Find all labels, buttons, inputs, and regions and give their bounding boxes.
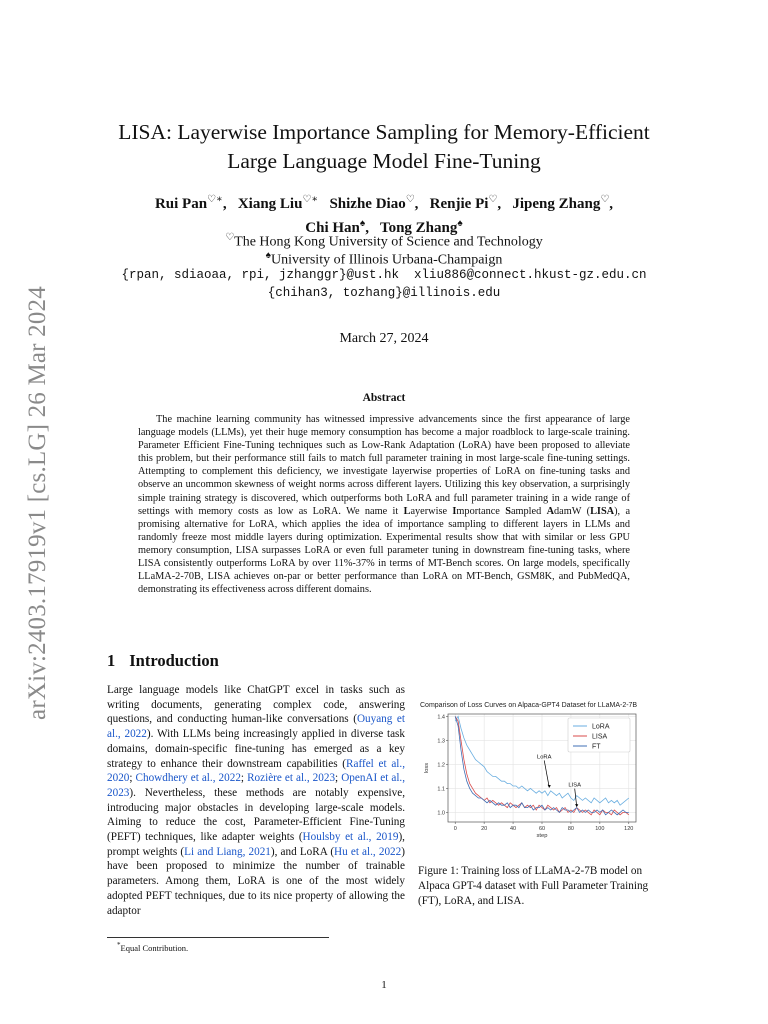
footnote-text: Equal Contribution. <box>120 942 189 953</box>
paper-date: March 27, 2024 <box>339 331 429 346</box>
x-tick-label: 20 <box>481 826 488 832</box>
citation-link[interactable]: Raffel et al., 2020 <box>107 757 405 785</box>
annotation-label: LoRA <box>536 754 552 761</box>
author-name: Shizhe Diao <box>329 196 406 212</box>
figure-caption: Figure 1: Training loss of LLaMA-2-7B model on Alpaca GPT-4 dataset with Full Parameter Training (FT), LoRA, and LISA. <box>418 865 649 907</box>
intro-text: ), and LoRA ( <box>270 845 335 858</box>
intro-text: ; <box>335 772 342 785</box>
abstract-body <box>138 413 630 596</box>
author-mark: ♡∗ <box>302 194 319 205</box>
author-name: Jipeng Zhang <box>512 196 601 212</box>
intro-paragraph <box>107 683 405 918</box>
x-tick-label: 100 <box>595 826 605 832</box>
annotation-arrow <box>575 789 577 807</box>
page-number: 1 <box>381 979 387 991</box>
x-tick-label: 120 <box>624 826 634 832</box>
intro-text: ; <box>129 772 136 785</box>
x-tick-label: 40 <box>510 826 517 832</box>
y-tick-label: 1.1 <box>437 786 445 793</box>
author-name: Rui Pan <box>154 196 208 212</box>
author-line-2: Chi Han♠, Tong Zhang♠ <box>305 218 463 236</box>
abstract-text: ), a promising alternative for LoRA, which applies the idea of importance sampling to different layers in LLMs and randomly freeze most middle layers during optimization. Experimental results show that with similar or less GPU memory consumption, LISA surpasses LoRA or even full parameter tuning in downstream fine-tuning tasks, where LISA consistently outperforms LoRA by over 11%-37% in terms of MT-Bench scores. On large models, specifically LLaMA-2-70B, LISA achieves on-par or better performance than LoRA on MT-Bench, GSM8K, and PubMedQA, demonstrating its effectiveness across different domains. <box>138 505 631 596</box>
abstract-method-name: LISA <box>590 505 615 517</box>
paper-title <box>0 118 768 176</box>
abstract-text: ayerwise <box>410 505 453 517</box>
legend-label-lora: LoRA <box>592 723 610 731</box>
email-group-ust[interactable]: {rpan, sdiaoaa, rpi, jzhanggr}@ust.hk <box>121 268 399 282</box>
author-mark: ♠ <box>359 218 366 229</box>
x-tick-label: 80 <box>567 826 574 832</box>
legend-label-lisa: LISA <box>592 733 608 741</box>
abstract-text: The machine learning community has witnessed impressive advancements since the first appearance of large language models (LLMs), yet their huge memory consumption has become a major roadblock to large-scale training. Parameter Efficient Fine-Tuning techniques such as Low-Rank Adaptation (LoRA) have been proposed to alleviate this problem, but their performance still fails to match full parameter training in most large-scale fine-tuning settings. Attempting to complement this deficiency, we investigate layerwise properties of LoRA on fine-tuning tasks and observe an uncommon skewness of weight norms across different layers. Utilizing this key observation, a surprisingly simple training strategy is discovered, which outperforms both LoRA and full parameter training in a wide range of settings with memory costs as low as LoRA. We name it <box>138 414 630 517</box>
author-mark: ♠ <box>457 218 463 229</box>
citation-link[interactable]: Hu et al., 2022 <box>334 845 402 858</box>
footnote-rule <box>107 937 329 938</box>
affiliation-name: University of Illinois Urbana-Champaign <box>270 252 503 268</box>
email-group-illinois[interactable]: {chihan3, tozhang}@illinois.edu <box>267 286 501 300</box>
citation-link[interactable]: Ouyang et al., 2022 <box>107 713 405 741</box>
intro-text: ). Nevertheless, these methods are notably expensive, introducing major obstacles in developing large-scale models. Aiming to reduce the cost, Parameter-Efficient Fine-Tuning (PEFT) techniques, like adapter weights ( <box>107 786 405 844</box>
citation-link[interactable]: Houlsby et al., 2019 <box>302 831 399 844</box>
intro-text: ), prompt weights ( <box>107 831 405 858</box>
affiliation-name: The Hong Kong University of Science and Technology <box>234 234 543 250</box>
intro-text: ). With LLMs being increasingly applied in diverse task domains, domain-specific fine-tuning has emerged as a key strategy to enhance their downstream capabilities ( <box>107 728 406 770</box>
abstract-bold-letter: L <box>403 505 411 517</box>
abstract-text: ampled <box>510 505 547 517</box>
abstract-text: mportance <box>456 505 506 517</box>
author-mark: ♡ <box>600 194 610 205</box>
email-hkust-gz[interactable]: xliu886@connect.hkust-gz.edu.cn <box>414 268 647 282</box>
chart-title: Comparison of Loss Curves on Alpaca-GPT4 Dataset for LLaMA-2-7B <box>420 702 638 709</box>
section-title: Introduction <box>129 651 219 670</box>
x-tick-label: 0 <box>453 826 457 832</box>
y-axis-label: loss <box>424 762 430 774</box>
affiliation-mark: ♠ <box>265 250 271 261</box>
footnote-mark: * <box>117 941 121 949</box>
citation-link[interactable]: Li and Liang, 2021 <box>184 845 271 858</box>
loss-chart <box>418 698 664 850</box>
citation-link[interactable]: Chowdhery et al., 2022 <box>135 772 241 785</box>
intro-text: ) have been proposed to minimize the number of trainable parameters. Among them, LoRA is one of the most widely adopted PEFT techniques, due to its nice property of allowing the adaptor <box>107 845 405 917</box>
annotation-arrowhead <box>575 804 578 807</box>
abstract-bold-letter: S <box>505 505 511 517</box>
author-name: Renjie Pi <box>429 196 489 212</box>
x-axis-label: step <box>536 833 548 839</box>
author-line-1: Rui Pan♡∗, Xiang Liu♡∗ Shizhe Diao♡, Renjie Pi♡, Jipeng Zhang♡, <box>154 194 614 212</box>
x-tick-label: 60 <box>538 826 546 832</box>
author-mark: ♡∗ <box>207 194 223 205</box>
email-line-1 <box>100 266 668 284</box>
abstract-heading: Abstract <box>362 392 406 404</box>
author-mark: ♡ <box>488 194 498 205</box>
legend-label-ft: FT <box>592 743 601 751</box>
citation-link[interactable]: Rozière et al., 2023 <box>247 772 336 785</box>
citation-link[interactable]: OpenAI et al., 2023 <box>107 772 406 799</box>
author-name: Chi Han <box>305 220 360 236</box>
annotation-arrowhead <box>548 785 551 788</box>
y-tick-label: 1.3 <box>437 738 445 745</box>
annotation-label: LISA <box>568 782 581 789</box>
email-line-2 <box>100 284 668 302</box>
abstract-bold-letter: I <box>452 505 457 517</box>
y-tick-label: 1.0 <box>437 810 445 817</box>
y-tick-label: 1.2 <box>437 762 445 769</box>
author-name: Xiang Liu <box>237 196 303 212</box>
abstract-bold-letter: A <box>546 505 555 517</box>
title-line-2: Large Language Model Fine-Tuning <box>227 149 541 173</box>
arxiv-identifier: arXiv:2403.17919v1 [cs.LG] 26 Mar 2024 <box>24 286 51 720</box>
author-name: Tong Zhang <box>379 220 458 236</box>
author-mark: ♡ <box>405 194 415 205</box>
section-heading <box>107 651 219 671</box>
intro-text: Large language models like ChatGPT excel in tasks such as writing documents, generating complex code, answering questions, and conducting human-like conversations ( <box>107 684 405 726</box>
affiliation-mark: ♡ <box>225 232 235 243</box>
abstract-text: damW ( <box>554 505 591 517</box>
y-tick-label: 1.4 <box>437 714 445 721</box>
title-line-1: LISA: Layerwise Importance Sampling for Memory-Efficient <box>118 120 650 144</box>
footnote <box>117 941 188 953</box>
section-number: 1 <box>107 651 116 670</box>
intro-text: ; <box>240 772 248 785</box>
